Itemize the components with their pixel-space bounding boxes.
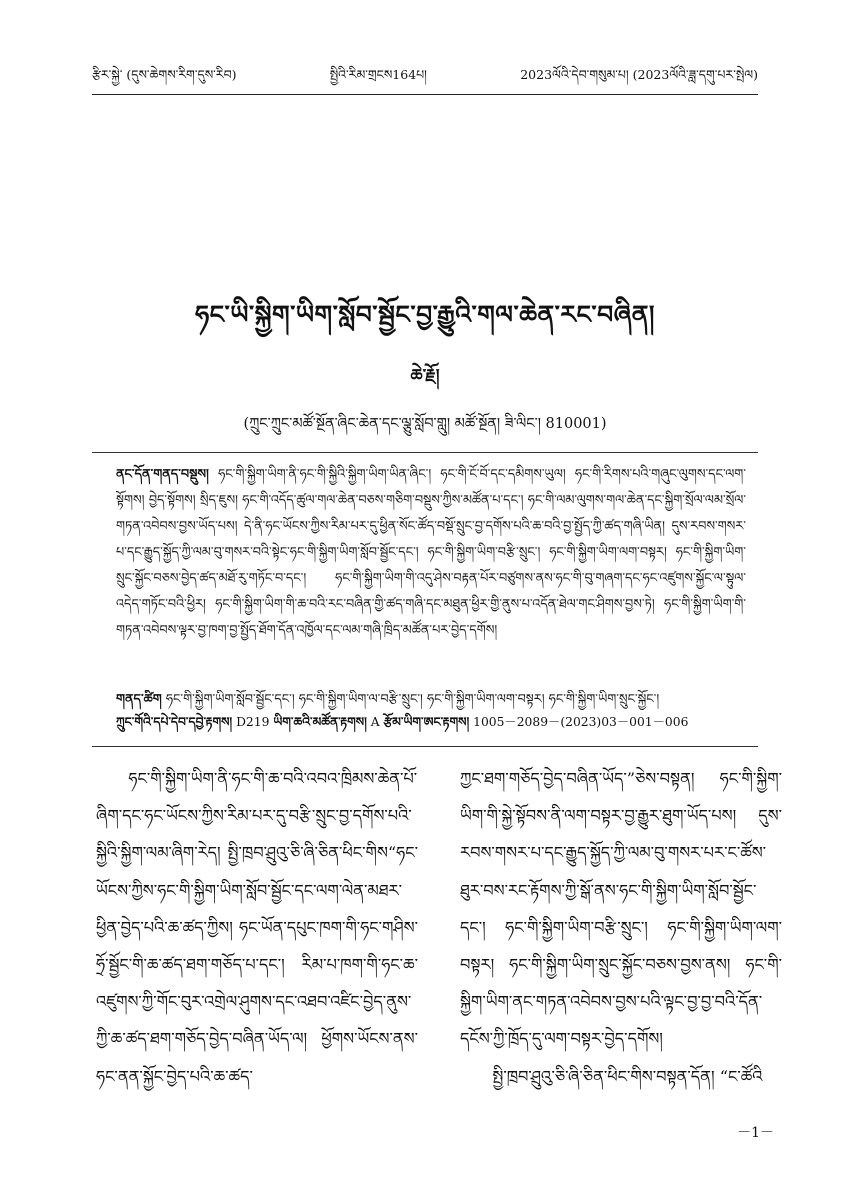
abstract-top-rule — [92, 452, 758, 453]
keywords-text: ཧང་གི་སྐྱིག་ཡིག་སློབ་སྦྱོང་དང་། ཧང་གི་སྐྱིག་ཡིག་ལ་བརྩི་སྲུང་། ཧང་གི་སྐྱིག་ཡིག་ལག་བསྟར། ཧང་གི་སྐྱིག་ཡིག་སྲུང་སྐྱོང་། — [165, 692, 660, 707]
clc-label: ཀྲུང་གོའི་དཔེ་དེབ་དབྱེ་རྟགས། — [116, 714, 233, 729]
author-name: ཆེ་རྗོ། — [410, 366, 440, 386]
issue-date: 2023ལོའི་དེབ་གསུམ་པ། (2023ལོའི་ཟླ་དགུ་པར་སྤེལ) — [520, 66, 758, 82]
abstract-bottom-rule — [92, 746, 758, 747]
body-paragraph: སྤྱི་ཁྲབ་ཤྲུའུ་ཅི་ཞི་ཅིན་ཕིང་གིས་བསྟན་དོན། “ང་ཚོའི — [492, 1066, 763, 1086]
doc-code-value: A — [370, 715, 380, 729]
body-paragraph: ཧང་གི་སྐྱིག་ཡིག་ནི་ཧང་གི་ཆ་བའི་འབའ་ཁྲིམས་ཆེན་པོ་ཞིག་དང་ཧང་ཡོངས་ཀྱིས་རིམ་པར་དུ་བརྩི་སྲུང་བྱ་དགོས་པའི་སྐྱིའི་སྐྱིག་ལམ་ཞིག་རེད། སྤྱི་ཁྲབ་ཤྲུའུ་ཅི་ཞི་ཅིན་ཕིང་གིས“ཧང་ཡོངས་ཀྱིས་ཧང་གི་སྐྱིག་ཡིག་སློབ་སྦྱོང་དང་ལག་ལེན་མཐར་ཕྱིན་བྱེད་པའི་ཆ་ཚད་ཀྱིས། ཧང་ཡོན་དཔུང་ཁག་གི་ཧང་གཤིས་ཧྲོ་སྦྱོང་གི་ཆ་ཚད་ཐག་གཅོད་པ་དང་། རིམ་པ་ཁག་གི་ཧང་ཆ་འཛུགས་ཀྱི་གོང་བུར་འགྲེལ་ཤུགས་དང་འཐབ་འཛིང་བྱེད་ནུས་ཀྱི་ཆ་ཚད་ཐག་གཅོད་བྱེད་བཞིན་ཡོད་ལ། ཕྱོགས་ཡོངས་ནས་ཧང་ནན་སྐྱོང་བྱེད་པའི་ཆ་ཚད་ — [96, 769, 418, 1086]
header-rule — [92, 94, 758, 95]
keywords — [116, 690, 746, 710]
issue-total-number: སྤྱིའི་རིམ་གྲངས164པ། — [329, 66, 427, 82]
classification-info — [116, 712, 746, 732]
running-header — [92, 66, 758, 90]
article-id-value: 1005－2089－(2023)03－001－006 — [473, 715, 689, 729]
article-id-label: རྩོམ་ཡིག་ཨང་རྟགས། — [383, 714, 470, 729]
abstract — [116, 462, 746, 644]
article-title: ཧང་ཡི་སྐྱིག་ཡིག་སློབ་སྦྱོང་བྱ་རྒྱུའི་གལ་ཆེན་རང་བཞིན། — [195, 300, 655, 329]
body-paragraph: ཀྱང་ཐག་གཅོད་བྱེད་བཞིན་ཡོད་”ཅེས་བསྟན། ཧང་གི་སྐྱིག་ཡིག་གི་སྐྱེ་སྟོབས་ནི་ལག་བསྟར་བྱ་རྒྱུར་ཐུག་ཡོད་པས། དུས་རབས་གསར་པ་དང་རྒྱུད་སྐྱོད་ཀྱི་ལམ་བུ་གསར་པར་ང་ཚོས་ཐུར་བས་རང་རྟོགས་ཀྱི་སྒོ་ནས་ཧང་གི་སྐྱིག་ཡིག་སློབ་སྦྱོང་དང་། ཧང་གི་སྐྱིག་ཡིག་བརྩི་སྲུང་། ཧང་གི་སྐྱིག་ཡིག་ལག་བསྟར། ཧང་གི་སྐྱིག་ཡིག་སྲུང་སྐྱོང་བཅས་བྱས་ནས། ཧང་གི་སྐྱིག་ཡིག་ནང་གཏན་འབེབས་བྱས་པའི་ལྟང་བྱ་བྱ་བའི་དོན་དངོས་ཀྱི་ཁྲོད་དུ་ལག་བསྟར་བྱེད་དགོས། — [460, 769, 782, 1049]
body-left-column — [96, 760, 418, 1095]
page-number: －1－ — [737, 1125, 774, 1141]
abstract-label: ནང་དོན་གནད་བསྡུས། — [116, 467, 209, 482]
clc-value: D219 — [236, 715, 270, 729]
keywords-label: གནད་ཚིག — [116, 692, 162, 707]
body-right-column — [460, 760, 782, 1095]
abstract-text: ཧང་གི་སྐྱིག་ཡིག་ནི་ཧང་གི་སྐྱིའི་སྐྱིག་ཡིག་ཡིན་ཞིང་། ཧང་གི་ངོ་བོ་དང་དམིགས་ཡུལ། ཧང་གི་རིགས་པའི་གཞུང་ལུགས་དང་ལག་སྟོགས། བྱེད་སྟོགས། སྲིད་ཇུས། ཧང་གི་འདོད་ཚུལ་གལ་ཆེན་བཅས་གཅིག་བསྡུས་ཀྱིས་མཚོན་པ་དང་། ཧང་གི་ལམ་ལུགས་གལ་ཆེན་དང་སྐྱིག་སྲོལ་ལམ་སྲོལ་གཏན་འབེབས་བྱས་ཡོད་པས། དེ་ནི་ཧང་ཡོངས་ཀྱིས་རིམ་པར་དུ་ཕྱིན་སོང་ཚོད་བསྡོ་སྲུང་བྱ་དགོས་པའི་ཆ་བའི་བྱ་སྤྱོད་ཀྱི་ཚད་གཞི་ཡིན། དུས་རབས་གསར་པ་དང་རྒྱུད་སྐྱོད་ཀྱི་ལམ་བུ་གསར་བའི་སྟེང་ཧང་གི་སྐྱིག་ཡིག་སློབ་སྦྱོང་དང་། ཧང་གི་སྐྱིག་ཡིག་བརྩི་སྲུང་། ཧང་གི་སྐྱིག་ཡིག་ལག་བསྟར། ཧང་གི་སྐྱིག་ཡིག་སྲུང་སྐྱོང་བཅས་བྱེད་ཚད་མཐོ་རུ་གཏོང་བ་དང་། ཧང་གི་སྐྱིག་ཡིག་གི་འདུ་ཤེས་བརྟན་པོར་བཙུགས་ནས་ཧང་གི་བུ་གཞག་དང་ཧང་འཛུགས་སྐྱོང་ལ་སྟུལ་འདེད་གཏོང་བའི་ཕྱིར། ཧང་གི་སྐྱིག་ཡིག་གི་ཆ་བའི་རང་བཞིན་གྱི་ཚད་གཞི་དང་མཐུན་ཕྱིར་གྱི་ནུས་པ་འདོན་ཐེལ་གང་ཤིགས་བྱས་ཏེ། ཧང་གི་སྐྱིག་ཡིག་གི་གཏན་འབེབས་ལྟར་བྱ་ཁག་བྱ་སྤྱོད་ཐོག་དོན་འཁྱོལ་དང་ལམ་གཞི་ཁྲིད་མཚོན་པར་བྱེད་དགོས། — [116, 467, 746, 638]
journal-name: རྩིར་སྐྱེ་ (དུས་ཆེགས་རིག་དུས་རིབ) — [92, 66, 237, 82]
author-affiliation: (ཀྲུང་ཀྲུང་མཚོ་སྔོན་ཞིང་ཆེན་དང་ལྕུ་སློབ་གླུ། མཚོ་སྔོན། ཟི་ལིང་། 810001) — [243, 416, 607, 432]
doc-code-label: ཡིག་ཆའི་མཚོན་རྟགས། — [273, 714, 367, 729]
